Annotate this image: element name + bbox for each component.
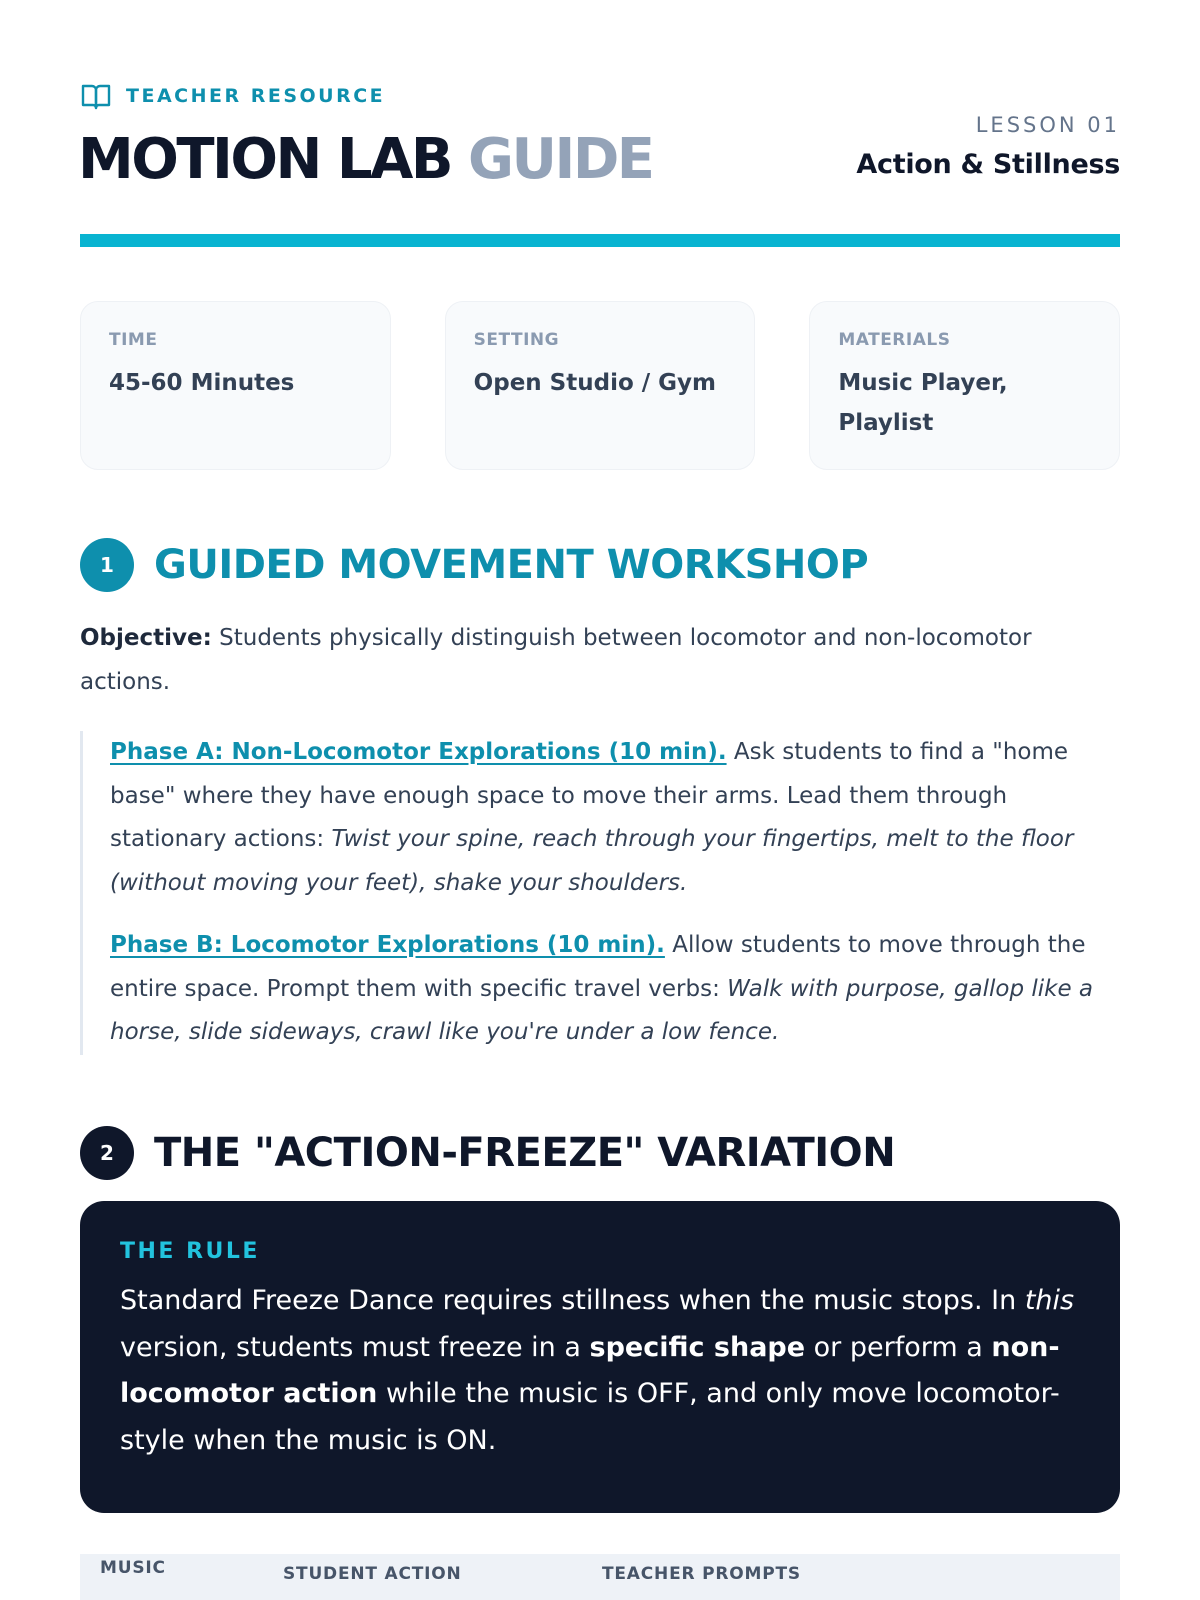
objective-text: Students physically distinguish between locomotor and non-locomotor actions. xyxy=(80,625,1032,695)
header-divider xyxy=(80,234,1120,247)
card-value: Open Studio / Gym xyxy=(473,370,717,396)
column-header-music: MUSIC xyxy=(100,1558,166,1578)
section-title: GUIDED MOVEMENT WORKSHOP xyxy=(154,542,869,588)
card-value: Music Player, Playlist xyxy=(838,370,1008,436)
section-2-heading xyxy=(80,1126,895,1180)
rule-text-part: version, students must freeze in a xyxy=(120,1331,581,1363)
page-title xyxy=(78,128,653,192)
resource-kicker xyxy=(80,80,385,112)
card-value: 45-60 Minutes xyxy=(109,370,295,396)
open-book-icon xyxy=(80,80,112,112)
objective-label: Objective: xyxy=(80,625,212,651)
phase-b-text: Allow students to move through the entire space. Prompt them with specific travel verbs: xyxy=(110,932,1086,1002)
rule-bold: specific shape xyxy=(589,1331,806,1363)
table-header xyxy=(80,1554,1120,1600)
rule-text xyxy=(120,1278,1080,1464)
lesson-number: LESSON 01 xyxy=(975,113,1120,137)
rule-text-part: or perform a xyxy=(813,1331,983,1363)
rule-emphasis: this xyxy=(1024,1285,1075,1316)
rule-text-part: Standard Freeze Dance requires stillness when the music stops. In xyxy=(120,1285,1017,1316)
kicker-label: TEACHER RESOURCE xyxy=(126,85,386,107)
phase-a xyxy=(110,731,1120,905)
info-card-setting xyxy=(445,301,756,470)
card-label: TIME xyxy=(109,330,158,350)
phase-a-text: Ask students to find a "home base" where they have enough space to move their arms. Lead them through stationary actions: xyxy=(110,739,1069,852)
phase-b-link[interactable]: Phase B: Locomotor Explorations (10 min). xyxy=(110,932,665,958)
info-card-time xyxy=(80,301,391,470)
phase-a-link[interactable]: Phase A: Non-Locomotor Explorations (10 min). xyxy=(110,739,727,765)
section-number-badge: 2 xyxy=(80,1126,134,1180)
phase-list xyxy=(80,731,1120,1055)
phase-b-examples: Walk with purpose, gallop like a horse, slide sideways, crawl like you're under a low fence. xyxy=(110,975,1094,1045)
title-accent: GUIDE xyxy=(468,127,653,192)
card-label: SETTING xyxy=(473,330,560,350)
column-header-teacher-prompts: TEACHER PROMPTS xyxy=(602,1564,801,1584)
lesson-meta xyxy=(856,112,1120,180)
rule-bold: non-locomotor action xyxy=(120,1331,1060,1409)
title-main: MOTION LAB xyxy=(78,127,452,192)
rule-callout xyxy=(80,1201,1120,1513)
lesson-name: Action & Stillness xyxy=(856,149,1120,181)
phase-b xyxy=(110,924,1120,1055)
rule-text-part: while the music is OFF, and only move locomotor-style when the music is ON. xyxy=(120,1378,1060,1456)
lesson-guide-page xyxy=(80,0,1120,1600)
section-number-badge: 1 xyxy=(80,538,134,592)
rule-label: THE RULE xyxy=(120,1239,260,1264)
phase-a-examples: Twist your spine, reach through your fingertips, melt to the floor (without moving your feet), shake your shoulders. xyxy=(110,826,1074,896)
section-title: THE "ACTION-FREEZE" VARIATION xyxy=(154,1130,896,1176)
info-card-materials xyxy=(809,301,1120,470)
section-1-heading xyxy=(80,538,868,592)
column-header-student-action: STUDENT ACTION xyxy=(283,1564,462,1584)
card-label: MATERIALS xyxy=(838,330,951,350)
objective xyxy=(80,616,1120,704)
info-cards xyxy=(80,301,1120,470)
